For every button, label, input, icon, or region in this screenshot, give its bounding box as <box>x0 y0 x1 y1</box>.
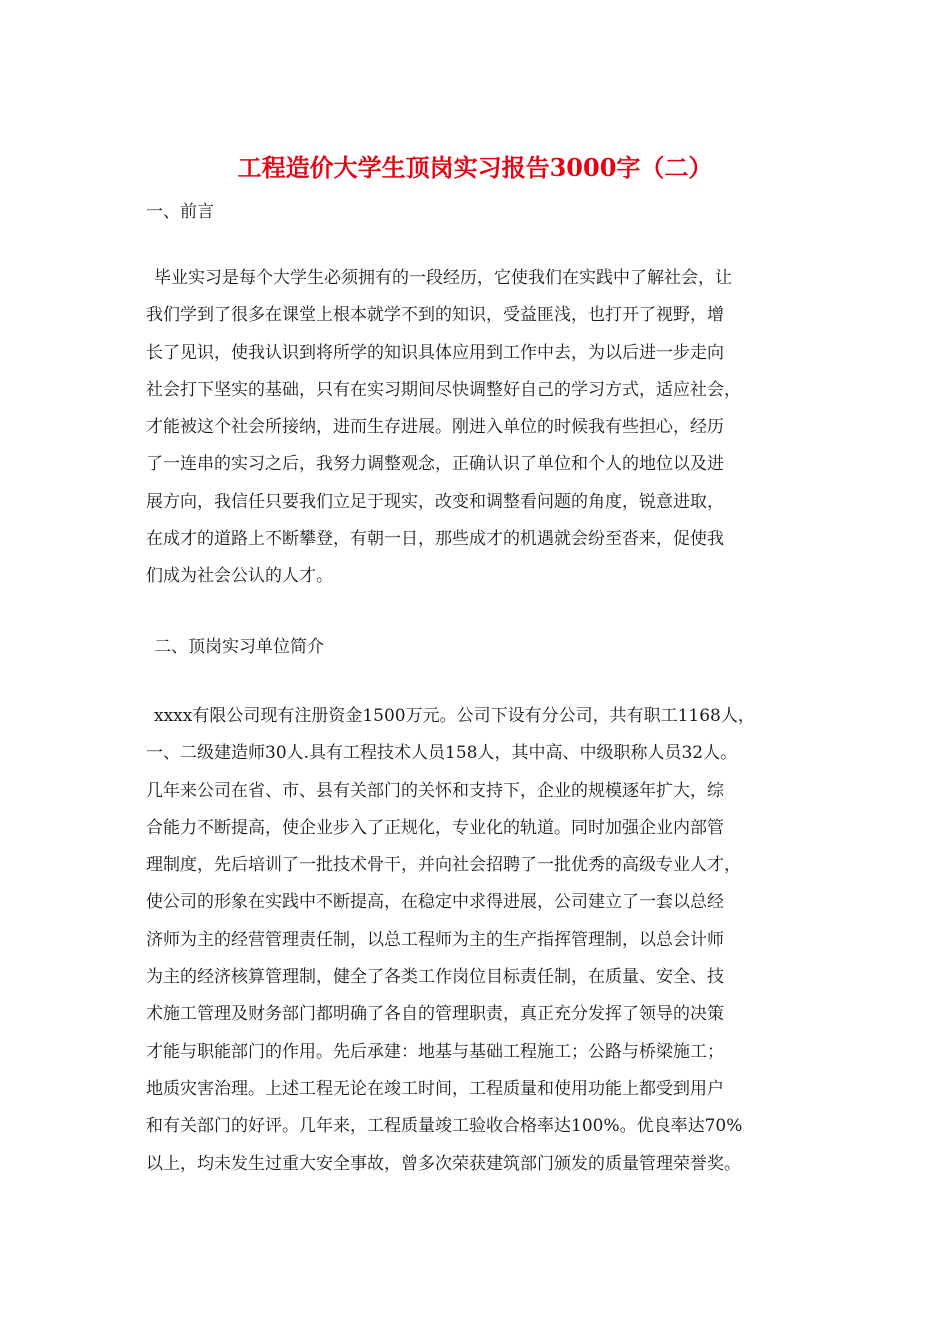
paragraph-line: 地质灾害治理。上述工程无论在竣工时间，工程质量和使用功能上都受到用户 <box>146 1078 724 1099</box>
paragraph-line: 术施工管理及财务部门都明确了各自的管理职责，真正充分发挥了领导的决策 <box>146 1004 724 1025</box>
paragraph-line: 使公司的形象在实践中不断提高，在稳定中求得进展，公司建立了一套以总经 <box>146 892 724 913</box>
paragraph-line: 长了见识，使我认识到将所学的知识具体应用到工作中去，为以后进一步走向 <box>146 342 724 363</box>
preface-paragraph <box>146 260 826 596</box>
paragraph-line: xxxx有限公司现有注册资金1500万元。公司下设有分公司，共有职工1168人， <box>154 706 755 726</box>
paragraph-line: 在成才的道路上不断攀登，有朝一日，那些成才的机遇就会纷至沓来，促使我 <box>146 529 724 550</box>
paragraph-line: 几年来公司在省、市、县有关部门的关怀和支持下，企业的规模逐年扩大，综 <box>146 780 724 801</box>
document-title: 工程造价大学生顶岗实习报告3000字（二） <box>237 153 713 182</box>
paragraph-line: 毕业实习是每个大学生必须拥有的一段经历，它使我们在实践中了解社会，让 <box>154 268 732 288</box>
paragraph-line: 才能与职能部门的作用。先后承建：地基与基础工程施工；公路与桥梁施工； <box>146 1041 724 1062</box>
paragraph-line: 以上，均未发生过重大安全事故，曾多次荣获建筑部门颁发的质量管理荣誉奖。 <box>146 1153 741 1174</box>
company-intro-paragraph <box>146 698 826 1183</box>
paragraph-line: 我们学到了很多在课堂上根本就学不到的知识，受益匪浅，也打开了视野，增 <box>146 305 724 326</box>
paragraph-line: 为主的经济核算管理制，健全了各类工作岗位目标责任制，在质量、安全、技 <box>146 967 724 988</box>
paragraph-line: 合能力不断提高，使企业步入了正规化，专业化的轨道。同时加强企业内部管 <box>146 817 724 838</box>
paragraph-line: 才能被这个社会所接纳，进而生存进展。刚进入单位的时候我有些担心，经历 <box>146 417 724 438</box>
paragraph-line: 社会打下坚实的基础，只有在实习期间尽快调整好自己的学习方式，适应社会， <box>146 379 741 400</box>
paragraph-line: 理制度，先后培训了一批技术骨干，并向社会招聘了一批优秀的高级专业人才， <box>146 855 741 876</box>
paragraph-line: 展方向，我信任只要我们立足于现实，改变和调整看问题的角度，锐意进取， <box>146 491 724 512</box>
paragraph-line: 济师为主的经营管理责任制，以总工程师为主的生产指挥管理制，以总会计师 <box>146 929 724 950</box>
paragraph-line: 和有关部门的好评。几年来，工程质量竣工验收合格率达100%。优良率达70% <box>146 1116 743 1137</box>
section-heading-preface: 一、前言 <box>146 202 214 222</box>
paragraph-line: 一、二级建造师30人.具有工程技术人员158人，其中高、中级职称人员32人。 <box>146 743 738 764</box>
paragraph-line: 们成为社会公认的人才。 <box>146 566 333 587</box>
section-heading-company-intro: 二、顶岗实习单位简介 <box>154 637 324 657</box>
paragraph-line: 了一连串的实习之后，我努力调整观念，正确认识了单位和个人的地位以及进 <box>146 454 724 475</box>
